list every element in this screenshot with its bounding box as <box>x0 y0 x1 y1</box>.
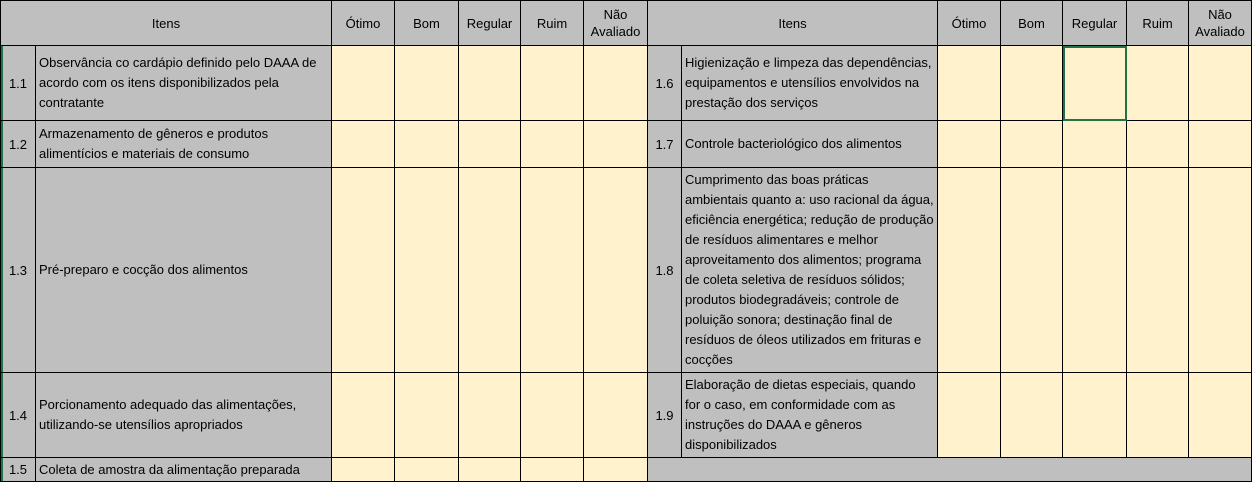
item-number[interactable]: 1.1 <box>1 46 36 121</box>
rating-cell-otimo[interactable] <box>332 46 395 121</box>
rating-cell-ruim[interactable] <box>1127 121 1189 168</box>
item-number[interactable]: 1.9 <box>648 373 682 458</box>
table-row <box>1 121 1252 168</box>
rating-cell-ruim[interactable] <box>1127 46 1189 121</box>
header-ruim-right[interactable]: Ruim <box>1127 1 1189 46</box>
rating-cell-ruim[interactable] <box>521 168 584 373</box>
rating-cell-nao-avaliado[interactable] <box>584 168 648 373</box>
rating-cell-bom[interactable] <box>1001 168 1063 373</box>
table-row <box>1 458 1252 482</box>
rating-cell-otimo[interactable] <box>938 121 1001 168</box>
rating-cell-nao-avaliado[interactable] <box>584 373 648 458</box>
rating-cell-regular[interactable] <box>1063 373 1127 458</box>
rating-cell-regular[interactable] <box>459 168 521 373</box>
rating-cell-otimo[interactable] <box>332 121 395 168</box>
header-ruim-left[interactable]: Ruim <box>521 1 584 46</box>
rating-cell-nao-avaliado[interactable] <box>584 121 648 168</box>
rating-cell-nao-avaliado[interactable] <box>1189 121 1252 168</box>
header-itens-left[interactable]: Itens <box>1 1 332 46</box>
rating-cell-regular[interactable] <box>1063 121 1127 168</box>
table-row <box>1 168 1252 373</box>
item-description[interactable]: Elaboração de dietas especiais, quando for o caso, em conformidade com as instruções do DAAA e gêneros disponibilizados <box>682 373 938 458</box>
item-description[interactable]: Pré-preparo e cocção dos alimentos <box>36 168 332 373</box>
table-row <box>1 373 1252 458</box>
rating-cell-nao-avaliado[interactable] <box>584 458 648 482</box>
item-description[interactable]: Cumprimento das boas práticas ambientais quanto a: uso racional da água, eficiência energética; redução de produção de resíduos alimentares e melhor aproveitamento dos alimentos; programa de coleta seletiva de resíduos sólidos; produtos biodegradáveis; controle de poluição sonora; destinação final de resíduos de óleos utilizados em frituras e cocções <box>682 168 938 373</box>
rating-cell-otimo[interactable] <box>938 46 1001 121</box>
rating-cell-nao-avaliado[interactable] <box>584 46 648 121</box>
item-description[interactable]: Higienização e limpeza das dependências, equipamentos e utensílios envolvidos na prestação dos serviços <box>682 46 938 121</box>
rating-cell-otimo[interactable] <box>332 168 395 373</box>
header-otimo-right[interactable]: Ótimo <box>938 1 1001 46</box>
header-bom-right[interactable]: Bom <box>1001 1 1063 46</box>
rating-cell-otimo[interactable] <box>938 373 1001 458</box>
rating-cell-bom[interactable] <box>395 458 459 482</box>
rating-cell-regular[interactable] <box>459 373 521 458</box>
rating-cell-regular[interactable] <box>1063 168 1127 373</box>
table-row <box>1 46 1252 121</box>
rating-cell-ruim[interactable] <box>521 46 584 121</box>
header-regular-right[interactable]: Regular <box>1063 1 1127 46</box>
rating-cell-regular[interactable] <box>459 46 521 121</box>
item-number[interactable]: 1.2 <box>1 121 36 168</box>
rating-cell-regular-selected[interactable] <box>1063 46 1127 121</box>
rating-cell-bom[interactable] <box>1001 46 1063 121</box>
rating-cell-bom[interactable] <box>1001 121 1063 168</box>
item-description[interactable]: Armazenamento de gêneros e produtos alimentícios e materiais de consumo <box>36 121 332 168</box>
rating-cell-ruim[interactable] <box>1127 373 1189 458</box>
header-nao-avaliado-right[interactable]: Não Avaliado <box>1189 1 1252 46</box>
header-otimo-left[interactable]: Ótimo <box>332 1 395 46</box>
rating-cell-bom[interactable] <box>395 46 459 121</box>
header-nao-avaliado-left[interactable]: Não Avaliado <box>584 1 648 46</box>
header-bom-left[interactable]: Bom <box>395 1 459 46</box>
rating-cell-ruim[interactable] <box>521 373 584 458</box>
item-description[interactable]: Coleta de amostra da alimentação preparada <box>36 458 332 482</box>
rating-cell-nao-avaliado[interactable] <box>1189 46 1252 121</box>
item-description[interactable]: Controle bacteriológico dos alimentos <box>682 121 938 168</box>
rating-cell-bom[interactable] <box>1001 373 1063 458</box>
item-number[interactable]: 1.3 <box>1 168 36 373</box>
rating-cell-otimo[interactable] <box>332 458 395 482</box>
item-description[interactable]: Porcionamento adequado das alimentações, utilizando-se utensílios apropriados <box>36 373 332 458</box>
rating-cell-otimo[interactable] <box>332 373 395 458</box>
rating-cell-bom[interactable] <box>395 121 459 168</box>
item-description[interactable]: Observância co cardápio definido pelo DAAA de acordo com os itens disponibilizados pela contratante <box>36 46 332 121</box>
header-regular-left[interactable]: Regular <box>459 1 521 46</box>
item-number[interactable]: 1.5 <box>1 458 36 482</box>
rating-cell-bom[interactable] <box>395 168 459 373</box>
rating-cell-ruim[interactable] <box>521 458 584 482</box>
rating-cell-ruim[interactable] <box>1127 168 1189 373</box>
rating-cell-ruim[interactable] <box>521 121 584 168</box>
item-number[interactable]: 1.6 <box>648 46 682 121</box>
rating-cell-otimo[interactable] <box>938 168 1001 373</box>
rating-cell-bom[interactable] <box>395 373 459 458</box>
item-number[interactable]: 1.7 <box>648 121 682 168</box>
header-row <box>1 1 1252 46</box>
rating-cell-regular[interactable] <box>459 121 521 168</box>
header-itens-right[interactable]: Itens <box>648 1 938 46</box>
item-number[interactable]: 1.8 <box>648 168 682 373</box>
item-number[interactable]: 1.4 <box>1 373 36 458</box>
rating-cell-nao-avaliado[interactable] <box>1189 373 1252 458</box>
rating-cell-nao-avaliado[interactable] <box>1189 168 1252 373</box>
rating-cell-regular[interactable] <box>459 458 521 482</box>
empty-merged-cell[interactable] <box>648 458 1252 482</box>
